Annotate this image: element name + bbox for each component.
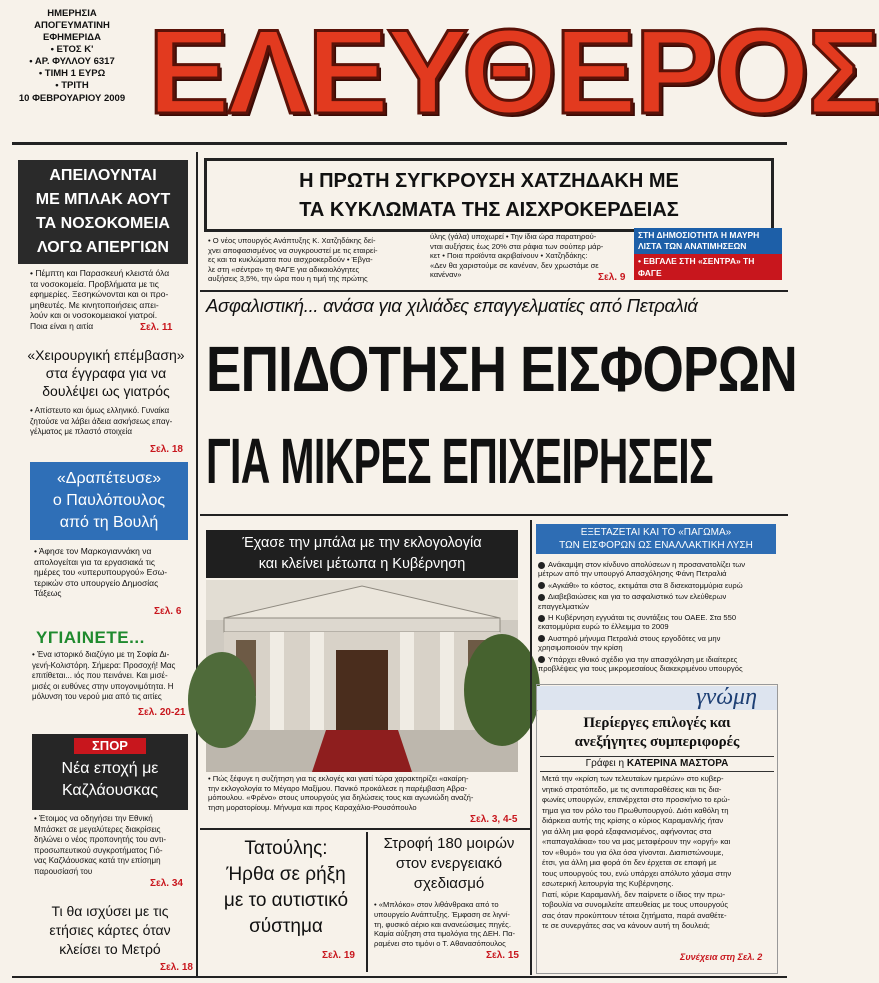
top-story-headline-box [204, 158, 774, 232]
masthead-info: ΗΜΕΡΗΣΙΑ ΑΠΟΓΕΥΜΑΤΙΝΗ ΕΦΗΜΕΡΙΔΑ • ΕΤΟΣ Κ' • ΑΡ. ΦΥΛΛΟΥ 6317 • ΤΙΜΗ 1 ΕΥΡΩ • ΤΡΙΤΗ 10 ΦΕΒΡΟΥΑΡΙΟΥ 2009 [14, 8, 130, 105]
page-ref-surgery: Σελ. 18 [150, 444, 183, 455]
bullet-icon [538, 635, 545, 642]
bullet-icon [538, 615, 545, 622]
bullet-item: Ανάκαμψη στον κίνδυνο απολύσεων η προσανατολίζει των μέτρων από την υπουργό Απασχόλησης Φάνη Πετραλιά [538, 560, 746, 579]
fage-subtitle: • ΕΒΓΑΛΕ ΣΤΗ «ΣΕΝΤΡΑ» ΤΗ ΦΑΓΕ [634, 254, 782, 280]
story-hospitals-body: • Πέμπτη και Παρασκευή κλειστά όλα τα νοσοκομεία. Προβλήματα με τις εφημερίες. Ξεσηκώνονται και οι προ- μηθευτές. Με κινητοποιήσεις απει- λούν και οι νοσοκομειακοί γιατροί. Ποια είναι η αιτία [30, 268, 170, 331]
section-sport-kicker: ΣΠΟΡ [74, 738, 146, 754]
page-ref-metro: Σελ. 18 [160, 962, 193, 973]
photo-story-caption: • Πώς ξέφυγε η συζήτηση για τις εκλογές και γιατί τώρα χαρακτηρίζει «ακαίρη- την εκλογολογία το Μέγαρο Μαξίμου. Πανικό προκάλεσε η παρέμβαση Αβρα- μόπουλου. «Φρένο» στους υπουργούς για δηλώσεις τους και αγωνιώδη αναζή- τηση μορατορίουμ. Μήνυμα και προς Καραχάλιο-Ρουσόπουλο [208, 774, 474, 812]
story-energy-body: • «Μπλόκο» στον λιθάνθρακα από το υπουργείο Ανάπτυξης. Έμφαση σε λιγνί- τη, φυσικό αέριο και ανανεώσιμες πηγές. Καμία αύξηση στα τιμολόγια της ΔΕΗ. Πα- ραμένει στο τιμόνι ο Τ. Αθανασόπουλος [374, 900, 516, 949]
story-surgery-body: • Απίστευτο και όμως ελληνικό. Γυναίκα ζητούσε να λάβει άδεια ασκήσεως επαγ- γέλματος με πλαστό στοιχεία [30, 406, 173, 436]
opinion-byline: Γράφει η ΚΑΤΕΡΙΝΑ ΜΑΣΤΟΡΑ [540, 756, 774, 772]
opinion-text: Μετά την «κρίση των τελευταίων ημερών» στο κυβερ- νητικό στρατόπεδο, με τις αντιπαραθέσεις και τις δια- φωνίες υπουργών, επανέρχεται στο προσκήνιο το ερώ- τημα για τον ρόλο του Πρωθυπουργού. Διότι καθόλη τη διάρκεια αυτής της κρίσης ο κύριος Καραμανλής ήταν για άλλη μια φορά εξαφανισμένος, αφήνοντας στα «παπαγαλάκια» του να μας μεταφέρουν την «οργή» και τον «θυμό» του για όλα όσα γίνονται. Διαπιστώνουμε, έτσι, για άλλη μια φορά ότι δεν έρχεται σε επαφή με τους υπουργούς του, ενώ υπάρχει απόλυτο χάσμα στην εσωτερική λειτουργία της Κυβέρνησης. Γιατί, κύριε Καραμανλή, δεν παίρνετε ο ίδιος την πρω- τοβουλία να συνομιλείτε απευθείας με τους υπουργούς σας όταν προκύπτουν τέτοια ζητήματα, παρά αναθέτε- τε σε συνεργάτες σας να κάνουν αυτή τη δουλειά; [542, 774, 732, 930]
story-metro-headline: Τι θα ισχύσει με τις ετήσιες κάρτες όταν κλείσει το Μετρό [49, 903, 171, 957]
page-ref-sport: Σελ. 34 [150, 878, 183, 889]
freeze-box-title: ΕΞΕΤΑΖΕΤΑΙ ΚΑΙ ΤΟ «ΠΑΓΩΜΑ» ΤΩΝ ΕΙΣΦΟΡΩΝ ΩΣ ΕΝΑΛΛΑΚΤΙΚΗ ΛΥΣΗ [536, 524, 776, 554]
top-story-col1: • Ο νέος υπουργός Ανάπτυξης Κ. Χατζηδάκης δεί- χνει αποφασισμένος να συγκρουστεί με τις εταιρεί- ες και τα κυκλώματα που αισχροκερδούν • Έβγα- λε στη «σέντρα» τη ΦΑΓΕ για αδικαιολόγητες αυξήσεις 3,5%, την ώρα που η τιμή της πρώτης [208, 236, 378, 284]
top-story-headline: Η ΠΡΩΤΗ ΣΥΓΚΡΟΥΣΗ ΧΑΤΖΗΔΑΚΗ ΜΕ ΤΑ ΚΥΚΛΩΜΑΤΑ ΤΗΣ ΑΙΣΧΡΟΚΕΡΔΕΙΑΣ [299, 170, 679, 221]
page-ref-top-story: Σελ. 9 [598, 272, 626, 283]
opinion-label-bar [537, 686, 777, 710]
logo-text: ΕΛΕΥΘΕΡΟΣ [148, 5, 879, 139]
main-headline-1-wrap [206, 324, 797, 414]
newspaper-logo [148, 5, 879, 139]
story-sport-headline: Νέα εποχή με Καζλάουσκας [61, 760, 159, 799]
building-illustration [206, 580, 518, 772]
main-headline-rule [200, 514, 788, 516]
page-ref-photo-story: Σελ. 3, 4-5 [470, 814, 518, 825]
left-column-rule [196, 152, 198, 977]
photo-story-rule [200, 828, 530, 830]
issue-date: 10 ΦΕΒΡΟΥΑΡΙΟΥ 2009 [18, 93, 126, 104]
bottom-mid-divider [366, 832, 368, 972]
opinion-continue: Συνέχεια στη Σελ. 2 [680, 952, 763, 962]
page-bottom-rule [12, 976, 787, 978]
story-pavlopoulos-body: • Άφησε τον Μαρκογιαννάκη να απολογείται για τα εργασιακά τις ημέρες του «υπερυπουργού» Εσω- τερικών στο υπουργείο Δημοσίας Τάξεως [34, 546, 168, 598]
bullet-item: «Αγκάθι» το κόστος, εκτιμάται στα 8 δισεκατομμύρια ευρώ [538, 581, 778, 590]
bullet-icon [538, 594, 545, 601]
opinion-title: Περίεργες επιλογές και ανεξήγητες συμπεριφορές [574, 715, 740, 750]
top-story-col2: ύλης (γάλα) υποχωρεί • Την ίδια ώρα παρατηρού- νται αυξήσεις έως 20% στα ράφια των σούπερ μάρ- κετ • Ποια προϊόντα ακριβαίνουν • Χατζηδάκης: «Δεν θα χαριστούμε σε κανέναν, δεν χρωστάμε σε κανέναν» [430, 232, 604, 280]
story-sport-box [32, 734, 188, 810]
bullet-icon [538, 562, 545, 569]
top-story-side [634, 228, 782, 280]
freeze-bullets [538, 560, 778, 673]
middle-right-rule [530, 520, 532, 975]
bullet-item: Αυστηρό μήνυμα Πετραλιά στους εργοδότες να μην χρησιμοποιούν την κρίση [538, 633, 721, 653]
maximos-mansion-photo [206, 580, 518, 772]
page-ref-health: Σελ. 20-21 [138, 707, 186, 718]
author-name: ΚΑΤΕΡΙΝΑ ΜΑΣΤΟΡΑ [626, 758, 729, 769]
top-story-rule [200, 290, 788, 292]
page-ref-hospitals: Σελ. 11 [140, 322, 173, 333]
story-pavlopoulos-headline: «Δραπέτευσε» ο Παυλόπουλος από τη Βουλή [30, 462, 188, 540]
story-energy-headline: Στροφή 180 μοιρών στον ενεργειακό σχεδιασμό [383, 835, 515, 892]
bullet-item: Διαβεβαιώσεις και για το ασφαλιστικό των ελεύθερων επαγγελματιών [538, 592, 727, 611]
story-tatoulis-headline: Τατούλης: Ήρθα σε ρήξη με το αυτιστικό σύστημα [223, 838, 349, 937]
page-ref-pavlopoulos: Σελ. 6 [154, 606, 182, 617]
page-ref-tatoulis: Σελ. 19 [322, 950, 355, 961]
bullet-icon [538, 656, 545, 663]
story-health-body: • Ένα ιστορικό διαζύγιο με τη Σοφία Δι- γενή-Κολιστόρη. Σήμερα: Προσοχή! Μας επιτίθεται... ιός που πεινάνει. Και μισέ- μισές οι ευθύνες στην υπογονιμότητα. Η μόλυνση του νερού μια από τις αιτίες [32, 650, 176, 701]
opinion-label: γνώμη [696, 684, 757, 710]
main-kicker: Ασφαλιστική... ανάσα για χιλιάδες επαγγελματίες από Πετραλιά [206, 295, 698, 316]
story-surgery-headline: «Χειρουργική επέμβαση» στα έγγραφα για να δουλέψει ως γιατρός [27, 347, 185, 399]
masthead-rule [12, 142, 787, 145]
bullet-icon [538, 582, 545, 589]
black-list-title: ΣΤΗ ΔΗΜΟΣΙΟΤΗΤΑ Η ΜΑΥΡΗ ΛΙΣΤΑ ΤΩΝ ΑΝΑΤΙΜΗΣΕΩΝ [634, 228, 782, 254]
bullet-item: Υπάρχει εθνικό σχέδιο για την απασχόληση με ιδιαίτερες προβλέψεις για τους μικρομεσαίους διακεκριμένου υπουργός [538, 654, 743, 674]
photo-story-headline: Έχασε την μπάλα με την εκλογολογία και κλείνει μέτωπα η Κυβέρνηση [206, 530, 518, 578]
page-ref-energy: Σελ. 15 [486, 950, 519, 961]
main-headline-1: ΕΠΙΔΟΤΗΣΗ ΕΙΣΦΟΡΩΝ [206, 333, 797, 405]
section-health-kicker: ΥΓΙΑΙΝΕΤΕ... [36, 628, 145, 647]
story-hospitals-headline: ΑΠΕΙΛΟΥΝΤΑΙ ΜΕ ΜΠΛΑΚ ΑΟΥΤ ΤΑ ΝΟΣΟΚΟΜΕΙΑ ΛΟΓΩ ΑΠΕΡΓΙΩΝ [18, 160, 188, 264]
main-headline-2: ΓΙΑ ΜΙΚΡΕΣ ΕΠΙΧΕΙΡΗΣΕΙΣ [206, 425, 713, 497]
bullet-item: Η Κυβέρνηση εγγυάται τις συντάξεις του ΟΑΕΕ. Στα 550 εκατομμύρια ευρώ το έλλειμμα το 2009 [538, 613, 737, 632]
main-headline-2-wrap [206, 416, 784, 506]
story-sport-body: • Έτοιμος να οδηγήσει την Εθνική Μπάσκετ σε μεγαλύτερες διακρίσεις δηλώνει ο νέος προπονητής του αντι- προσωπευτικού συγκροτήματος Γιό- νας Καζλάουσκας κατά την επίσημη παρουσίασή του [34, 814, 167, 876]
